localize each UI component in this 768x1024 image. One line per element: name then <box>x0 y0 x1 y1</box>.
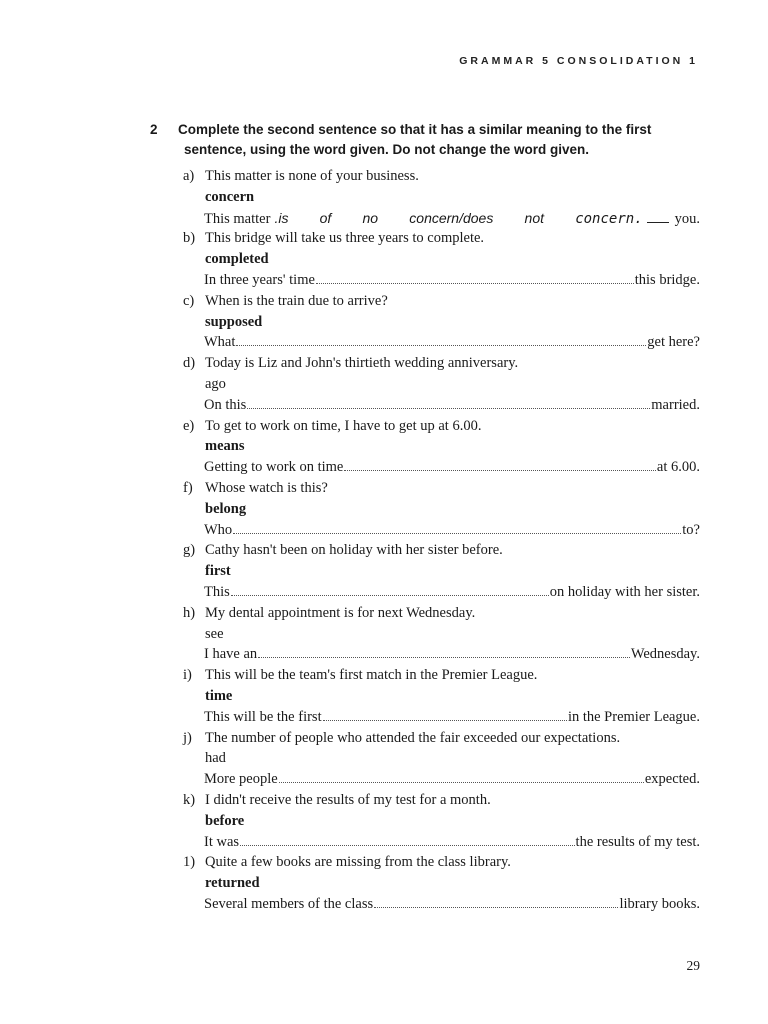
instruction-line-2: sentence, using the word given. Do not change the word given. <box>184 142 590 157</box>
answer-line <box>204 832 700 852</box>
item-label: c) <box>183 292 195 309</box>
item-answer-row <box>0 707 768 728</box>
item-question: This matter is none of your business. <box>205 168 419 184</box>
item-keyword-row <box>0 624 768 645</box>
filled-answer-word: concern/does <box>409 209 494 226</box>
item-keyword-row <box>0 312 768 333</box>
answer-suffix: on holiday with her sister. <box>549 584 700 600</box>
item-answer-row <box>0 832 768 853</box>
answer-suffix: the results of my test. <box>575 833 700 850</box>
item-answer-row <box>0 769 768 790</box>
item-question-row <box>0 353 768 374</box>
page-number: 29 <box>686 958 700 973</box>
item-label: j) <box>183 729 192 746</box>
answer-blank[interactable] <box>258 645 630 658</box>
answer-prefix: Getting to work on time <box>204 459 344 476</box>
item-keyword-row <box>0 748 768 769</box>
answer-line <box>204 332 700 352</box>
filled-answer[interactable] <box>274 208 668 229</box>
item-question-row <box>0 166 768 187</box>
item-question: My dental appointment is for next Wednesday. <box>205 604 476 621</box>
item-question: Cathy hasn't been on holiday with her sister before. <box>205 542 503 559</box>
filled-answer-word: no <box>362 209 379 226</box>
item-keyword: means <box>205 438 245 455</box>
item-question-row <box>0 790 768 811</box>
item-answer-row <box>0 208 768 229</box>
item-question: To get to work on time, I have to get up at 6.00. <box>205 417 482 434</box>
item-keyword: had <box>205 750 226 767</box>
answer-prefix: This will be the first <box>204 708 322 725</box>
item-keyword-row <box>0 374 768 395</box>
item-answer-row <box>0 894 768 915</box>
item-keyword-row <box>0 561 768 582</box>
item-keyword-row <box>0 249 768 270</box>
item-keyword-row <box>0 686 768 707</box>
item-question: Quite a few books are missing from the class library. <box>205 854 511 871</box>
answer-blank-underline <box>647 222 669 223</box>
item-question-row <box>0 540 768 561</box>
answer-blank[interactable] <box>323 708 567 721</box>
item-answer-row <box>0 395 768 416</box>
filled-answer-end <box>575 208 668 229</box>
answer-line <box>204 582 700 602</box>
item-answer-row <box>0 582 768 603</box>
item-keyword: before <box>205 812 245 829</box>
answer-line <box>204 270 700 290</box>
item-question-row <box>0 728 768 749</box>
answer-prefix: Who <box>204 521 233 538</box>
item-question-row <box>0 228 768 249</box>
item-keyword-row <box>0 873 768 894</box>
item-label: b) <box>183 230 196 247</box>
item-keyword-row <box>0 187 768 208</box>
item-keyword-row <box>0 811 768 832</box>
item-label: g) <box>183 542 196 559</box>
answer-suffix: in the Premier League. <box>567 708 700 725</box>
item-label: f) <box>183 480 193 496</box>
item-label: k) <box>183 792 196 808</box>
answer-blank[interactable] <box>236 333 646 346</box>
running-header: GRAMMAR 5 CONSOLIDATION 1 <box>459 55 698 67</box>
answer-blank[interactable] <box>316 271 634 284</box>
item-label: i) <box>183 667 192 684</box>
answer-suffix: married. <box>651 396 700 413</box>
answer-prefix: This <box>204 584 230 600</box>
answer-blank[interactable] <box>374 895 618 908</box>
item-question-row <box>0 665 768 686</box>
answer-blank[interactable] <box>233 521 681 534</box>
filled-answer-word: .is <box>274 209 289 226</box>
item-answer-row <box>0 644 768 665</box>
item-keyword: first <box>205 563 231 580</box>
item-label: 1) <box>183 854 196 871</box>
item-keyword: completed <box>205 251 269 268</box>
answer-prefix: More people <box>204 771 278 788</box>
item-question-row <box>0 416 768 437</box>
item-question-row <box>0 291 768 312</box>
answer-prefix: This matter <box>204 210 271 227</box>
answer-prefix: I have an <box>204 646 258 663</box>
exercise-instructions <box>150 120 710 160</box>
item-label: a) <box>183 168 195 184</box>
exercise-number: 2 <box>150 122 158 137</box>
item-answer-row <box>0 520 768 541</box>
item-question: Today is Liz and John's thirtieth wedding anniversary. <box>205 355 519 372</box>
filled-answer-word: of <box>319 209 332 226</box>
answer-prefix: In three years' time <box>204 272 315 288</box>
answer-blank[interactable] <box>240 833 575 846</box>
answer-suffix: to? <box>682 521 700 538</box>
item-answer-row <box>0 270 768 291</box>
item-keyword: returned <box>205 875 260 892</box>
item-question: I didn't receive the results of my test for a month. <box>205 792 491 808</box>
item-keyword: ago <box>205 376 226 392</box>
item-question: Whose watch is this? <box>205 480 328 496</box>
answer-line <box>204 457 700 477</box>
answer-blank[interactable] <box>344 458 656 471</box>
answer-suffix: this bridge. <box>634 272 700 288</box>
answer-line <box>204 208 700 229</box>
answer-line <box>204 707 700 727</box>
answer-prefix: Several members of the class <box>204 896 374 912</box>
answer-suffix: get here? <box>647 334 700 351</box>
item-question: The number of people who attended the fair exceeded our expectations. <box>205 729 621 746</box>
answer-blank[interactable] <box>247 396 650 409</box>
item-keyword: supposed <box>205 313 263 330</box>
answer-prefix: On this <box>204 396 247 413</box>
answer-line <box>204 520 700 540</box>
item-question: This will be the team's first match in the Premier League. <box>205 667 538 684</box>
item-keyword: time <box>205 688 233 704</box>
item-question: This bridge will take us three years to complete. <box>205 230 485 247</box>
item-answer-row <box>0 332 768 353</box>
item-label: e) <box>183 417 195 434</box>
filled-answer-word: concern. <box>575 210 643 227</box>
answer-line <box>204 644 700 664</box>
answer-blank[interactable] <box>231 583 549 596</box>
item-question-row <box>0 478 768 499</box>
item-question-row <box>0 852 768 873</box>
answer-prefix: What <box>204 334 236 351</box>
item-keyword: concern <box>205 188 255 205</box>
answer-suffix: Wednesday. <box>630 646 700 663</box>
answer-line <box>204 894 700 914</box>
answer-suffix: library books. <box>619 896 700 912</box>
answer-suffix: at 6.00. <box>656 459 700 476</box>
answer-line <box>204 395 700 415</box>
item-question-row <box>0 603 768 624</box>
item-question: When is the train due to arrive? <box>205 292 388 309</box>
answer-suffix: expected. <box>644 771 700 788</box>
item-label: d) <box>183 355 196 372</box>
answer-blank[interactable] <box>279 770 644 783</box>
item-keyword: see <box>205 625 224 642</box>
item-label: h) <box>183 604 196 621</box>
item-keyword-row <box>0 436 768 457</box>
filled-answer-word: not <box>524 209 544 226</box>
item-keyword: belong <box>205 500 247 517</box>
item-answer-row <box>0 457 768 478</box>
item-keyword-row <box>0 499 768 520</box>
answer-suffix: you. <box>674 210 700 227</box>
instruction-line-1: Complete the second sentence so that it has a similar meaning to the first <box>178 122 652 137</box>
answer-line <box>204 769 700 789</box>
answer-prefix: It was <box>204 833 240 850</box>
